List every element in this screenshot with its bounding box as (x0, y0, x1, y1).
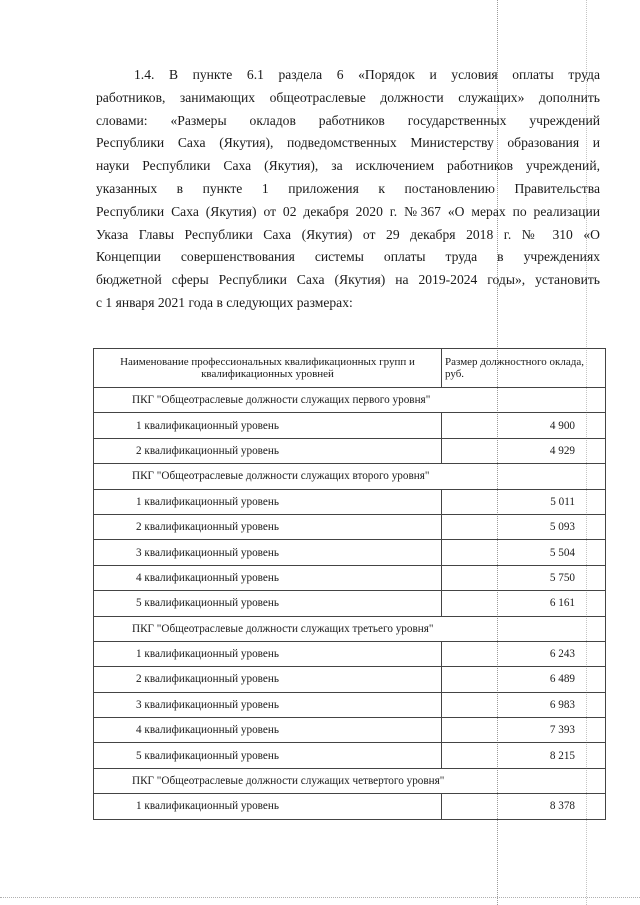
paragraph-line: указанных в пункте 1 приложения к постановлению Правительства (96, 180, 600, 196)
level-label: 4 квалификационный уровень (94, 718, 442, 743)
salary-value: 5 093 (442, 514, 606, 539)
table-row (94, 514, 606, 539)
table-group-row (94, 616, 606, 641)
level-label: 1 квалификационный уровень (94, 489, 442, 514)
salary-value: 6 161 (442, 591, 606, 616)
paragraph-line: 1.4. В пункте 6.1 раздела 6 «Порядок и условия оплаты труда (134, 67, 600, 82)
table-group-row (94, 464, 606, 489)
level-label: 5 квалификационный уровень (94, 743, 442, 768)
salary-value: 5 750 (442, 565, 606, 590)
group-label: ПКГ "Общеотраслевые должности служащих четвертого уровня" (94, 768, 606, 793)
salary-value: 7 393 (442, 718, 606, 743)
table-group-row (94, 768, 606, 793)
header-qualification-groups: Наименование профессиональных квалификационных групп и квалификационных уровней (94, 349, 442, 388)
table-row (94, 641, 606, 666)
salary-value: 6 983 (442, 692, 606, 717)
table-row (94, 438, 606, 463)
paragraph-line: Концепции совершенствования системы оплаты труда в учреждениях (96, 249, 600, 265)
level-label: 3 квалификационный уровень (94, 540, 442, 565)
level-label: 1 квалификационный уровень (94, 641, 442, 666)
salary-value: 5 011 (442, 489, 606, 514)
salary-value: 4 900 (442, 413, 606, 438)
header-salary-size: Размер должностного оклада, руб. (442, 349, 606, 388)
salary-value: 5 504 (442, 540, 606, 565)
table-row (94, 692, 606, 717)
table-row (94, 413, 606, 438)
table-row (94, 667, 606, 692)
salary-value: 6 243 (442, 641, 606, 666)
salary-table (93, 348, 606, 820)
scan-artifact-bottom (0, 897, 640, 898)
table-header-row (94, 349, 606, 388)
paragraph-line: бюджетной сферы Республики Саха (Якутия) на 2019-2024 годы», установить (96, 272, 600, 288)
table-row (94, 540, 606, 565)
paragraph-line: работников, занимающих общеотраслевые должности служащих» дополнить (96, 89, 600, 105)
paragraph-line: науки Республики Саха (Якутия), за исключением работников учреждений, (96, 158, 600, 174)
salary-value: 8 215 (442, 743, 606, 768)
group-label: ПКГ "Общеотраслевые должности служащих второго уровня" (94, 464, 606, 489)
paragraph-line: с 1 января 2021 года в следующих размерах: (96, 294, 353, 310)
level-label: 2 квалификационный уровень (94, 514, 442, 539)
level-label: 2 квалификационный уровень (94, 667, 442, 692)
level-label: 5 квалификационный уровень (94, 591, 442, 616)
paragraph-line: Указа Главы Республики Саха (Якутия) от 29 декабря 2018 г. № 310 «О (96, 226, 600, 242)
paragraph-line: Республики Саха (Якутия), подведомственных Министерству образования и (96, 135, 600, 151)
salary-value: 4 929 (442, 438, 606, 463)
table-body (94, 388, 606, 820)
table-row (94, 743, 606, 768)
level-label: 1 квалификационный уровень (94, 413, 442, 438)
table-row (94, 489, 606, 514)
level-label: 4 квалификационный уровень (94, 565, 442, 590)
group-label: ПКГ "Общеотраслевые должности служащих первого уровня" (94, 388, 606, 413)
salary-value: 6 489 (442, 667, 606, 692)
paragraph-line: Республики Саха (Якутия) от 02 декабря 2020 г. №367 «О мерах по реализации (96, 203, 600, 219)
table-row (94, 794, 606, 819)
level-label: 3 квалификационный уровень (94, 692, 442, 717)
salary-value: 8 378 (442, 794, 606, 819)
table-group-row (94, 388, 606, 413)
table-row (94, 718, 606, 743)
paragraph-line: словами: «Размеры окладов работников государственных учреждений (96, 112, 600, 128)
table-row (94, 565, 606, 590)
table-row (94, 591, 606, 616)
level-label: 2 квалификационный уровень (94, 438, 442, 463)
group-label: ПКГ "Общеотраслевые должности служащих третьего уровня" (94, 616, 606, 641)
level-label: 1 квалификационный уровень (94, 794, 442, 819)
amendment-paragraph (96, 64, 600, 315)
